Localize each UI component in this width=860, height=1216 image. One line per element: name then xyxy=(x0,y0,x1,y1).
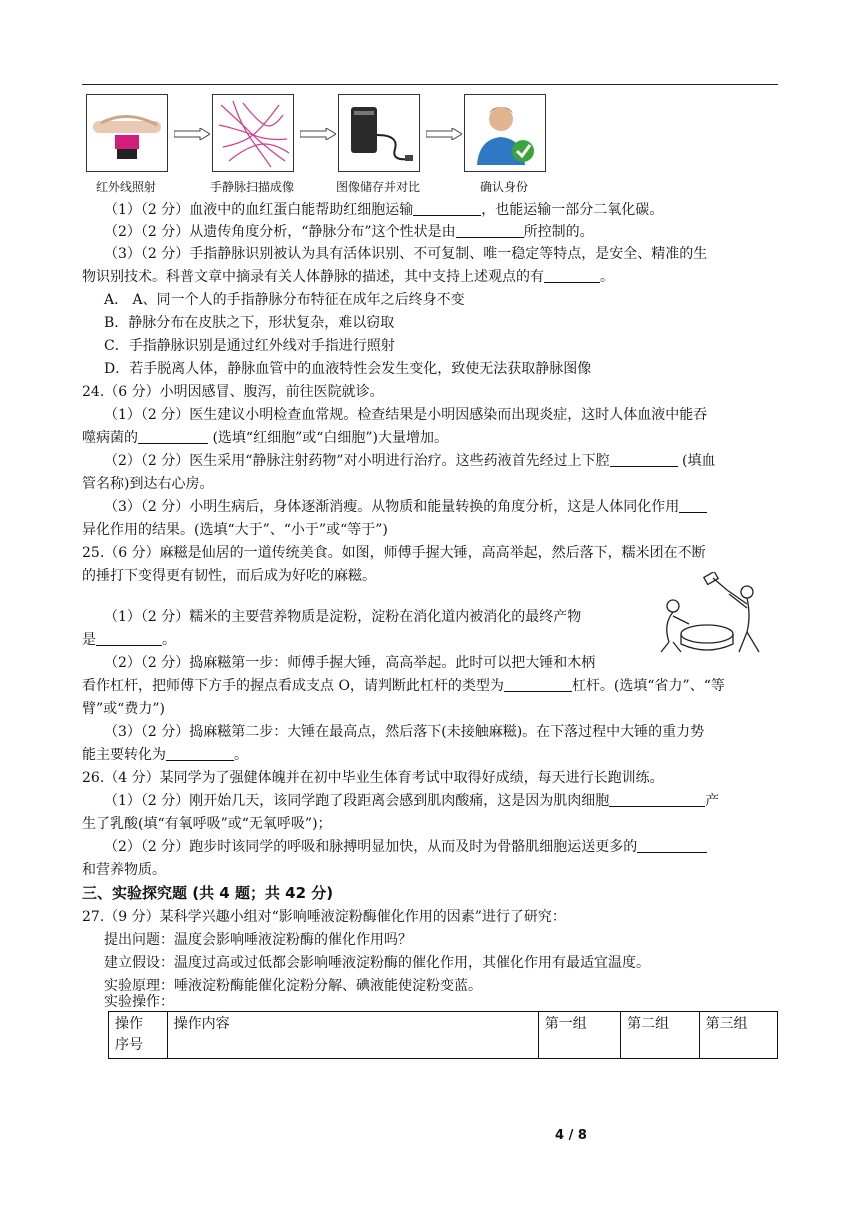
flow-arrow-1 xyxy=(174,128,210,140)
q26-part2: （2）（2 分）跑步时该同学的呼吸和脉搏明显加快，从而及时为骨骼肌细胞运送更多的 xyxy=(82,837,782,857)
q27-hypothesis: 建立假设：温度过高或过低都会影响唾液淀粉酶的催化作用，其催化作用有最适宜温度。 xyxy=(104,955,650,971)
q25-part3: （3）（2 分）捣麻糍第二步：大锤在最高点，然后落下(未接触麻糍)。在下落过程中大锤的重力势 xyxy=(104,724,705,740)
q23-option-c: C．手指静脉识别是通过红外线对手指进行照射 xyxy=(104,338,395,354)
answer-blank[interactable] xyxy=(679,498,707,513)
answer-blank[interactable] xyxy=(610,452,678,467)
q24-part2-cont: 管名称)到达右心房。 xyxy=(82,476,214,492)
answer-blank[interactable] xyxy=(637,838,707,853)
q26-part1: （1）（2 分）刚开始几天，该同学跑了段距离会感到肌肉酸痛，这是因为肌肉细胞 产 xyxy=(104,793,720,809)
answer-blank[interactable] xyxy=(504,677,572,692)
answer-blank[interactable] xyxy=(413,201,481,216)
q24-part3: （3）（2 分）小明生病后，身体逐渐消瘦。从物质和能量转换的角度分析，这是人体同化作用 xyxy=(82,497,782,517)
q26-part2-cont: 和营养物质。 xyxy=(82,862,166,878)
flow-arrow-3 xyxy=(426,128,462,140)
q27-procedure-label: 实验操作： xyxy=(104,994,174,1010)
flow-caption-3: 图像储存并对比 xyxy=(335,180,420,194)
table-header-group3: 第三组 xyxy=(699,1012,777,1059)
q26-part1-cont: 生了乳酸(填“有氧呼吸”或“无氧呼吸”)； xyxy=(82,816,332,832)
q25-part2-cont2: 臂”或“费力”) xyxy=(82,701,165,717)
q25-part1-cont: 是 。 xyxy=(82,632,176,648)
answer-blank[interactable] xyxy=(96,631,162,646)
experiment-table xyxy=(108,1011,778,1059)
q23-part3-cont: 物识别技术。科普文章中摘录有关人体静脉的描述，其中支持上述观点的有 。 xyxy=(82,269,614,285)
answer-blank[interactable] xyxy=(456,223,524,238)
answer-blank[interactable] xyxy=(138,429,208,444)
q23-option-d: D．若手脱离人体，静脉血管中的血液特性会发生变化，致使无法获取静脉图像 xyxy=(104,361,592,377)
q25-stem-cont: 的捶打下变得更有韧性，而后成为好吃的麻糍。 xyxy=(82,568,376,584)
infrared-irradiation-image xyxy=(86,94,168,172)
table-header-group1: 第一组 xyxy=(538,1012,620,1059)
flow-caption-4: 确认身份 xyxy=(479,180,528,194)
q25-part3-cont: 能主要转化为 。 xyxy=(82,747,248,763)
table-header-content: 操作内容 xyxy=(167,1012,538,1059)
q24-part1-cont: 噬病菌的 (选填“红细胞”或“白细胞”)大量增加。 xyxy=(82,430,449,446)
q24-part2: （2）（2 分）医生采用“静脉注射药物”对小明进行治疗。这些药液首先经过上下腔 (填血 xyxy=(104,453,716,469)
q23-option-a: A． A、同一个人的手指静脉分布特征在成年之后终身不变 xyxy=(104,292,465,308)
vein-scan-image xyxy=(212,94,294,172)
q25-part1: （1）（2 分）糯米的主要营养物质是淀粉，淀粉在消化道内被消化的最终产物 xyxy=(104,609,582,625)
vein-recognition-flow xyxy=(86,94,556,194)
answer-blank[interactable] xyxy=(609,792,705,807)
flow-arrow-2 xyxy=(300,128,336,140)
section-3-title: 三、实验探究题 (共 4 题；共 42 分) xyxy=(82,884,334,902)
identity-confirmed-image xyxy=(464,94,546,172)
q26-stem: 26.（4 分）某同学为了强健体魄并在初中毕业生体育考试中取得好成绩，每天进行长跑训练。 xyxy=(82,770,664,786)
q23-part2: （2）（2 分）从遗传角度分析，“静脉分布”这个性状是由 所控制的。 xyxy=(104,224,594,240)
table-header-row xyxy=(109,1012,778,1059)
q25-stem: 25.（6 分）麻糍是仙居的一道传统美食。如图，师傅手握大锤，高高举起，然后落下，糯米团在不断 xyxy=(82,545,706,561)
flow-caption-1: 红外线照射 xyxy=(95,180,156,194)
q24-part3-cont: 异化作用的结果。(选填“大于”、“小于”或“等于”) xyxy=(82,522,388,538)
q23-part3: （3）（2 分）手指静脉识别被认为具有活体识别、不可复制、唯一稳定等特点，是安全、精准的生 xyxy=(104,246,708,262)
q25-part2-cont: 看作杠杆，把师傅下方手的握点看成支点 O，请判断此杠杆的类型为 杠杆。(选填“省力”、“等 xyxy=(82,678,725,694)
q24-stem: 24.（6 分）小明因感冒、腹泻，前往医院就诊。 xyxy=(82,384,384,400)
q24-part1: （1）（2 分）医生建议小明检查血常规。检查结果是小明因感染而出现炎症，这时人体血液中能吞 xyxy=(104,407,708,423)
answer-blank[interactable] xyxy=(166,746,234,761)
header-rule xyxy=(82,84,778,85)
page-number: 4 / 8 xyxy=(555,1128,587,1143)
q27-principle: 实验原理：唾液淀粉酶能催化淀粉分解、碘液能使淀粉变蓝。 xyxy=(104,978,482,994)
q25-part2: （2）（2 分）捣麻糍第一步：师傅手握大锤，高高举起。此时可以把大锤和木柄 xyxy=(104,655,596,671)
answer-blank[interactable] xyxy=(544,268,600,283)
q23-part1: （1）（2 分）血液中的血红蛋白能帮助红细胞运输 ，也能运输一部分二氧化碳。 xyxy=(104,202,664,218)
q27-stem: 27.（9 分）某科学兴趣小组对“影响唾液淀粉酶催化作用的因素”进行了研究： xyxy=(82,909,566,925)
storage-device-image xyxy=(338,94,420,172)
flow-caption-2: 手静脉扫描成像 xyxy=(209,180,294,194)
table-header-step-no: 操作 序号 xyxy=(109,1012,168,1059)
q27-question: 提出问题：温度会影响唾液淀粉酶的催化作用吗？ xyxy=(104,932,412,948)
q23-option-b: B．静脉分布在皮肤之下，形状复杂，难以窃取 xyxy=(104,315,395,331)
table-header-group2: 第二组 xyxy=(621,1012,699,1059)
